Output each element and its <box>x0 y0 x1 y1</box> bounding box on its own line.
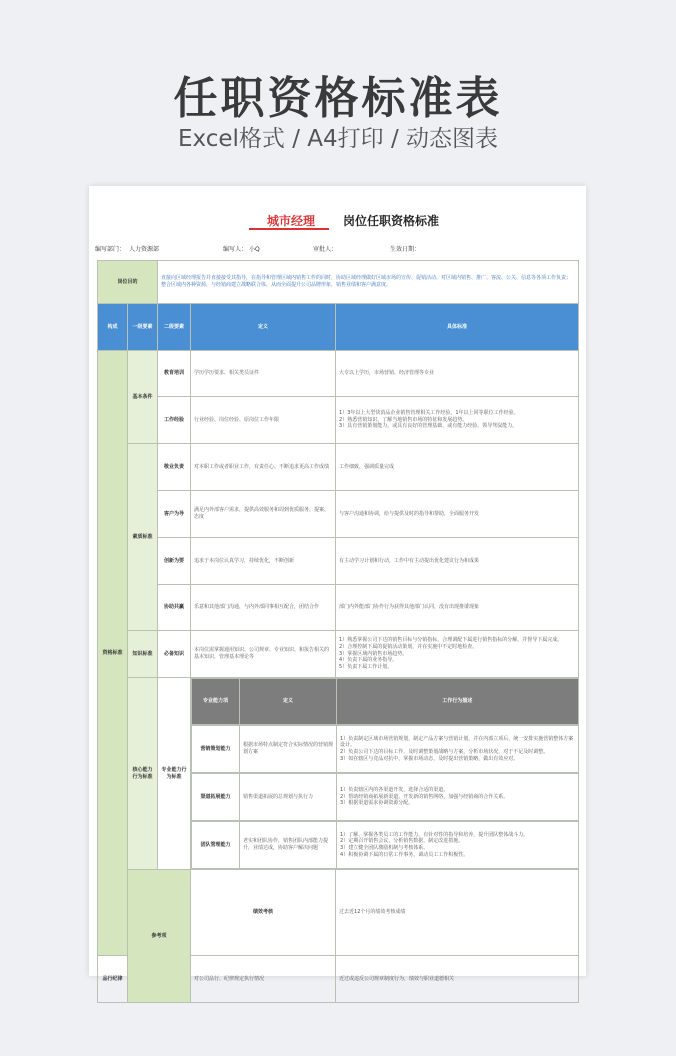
item-name: 工作经验 <box>158 397 191 444</box>
dept-label: 编写部门： <box>95 246 126 253</box>
header-standard: 具体标准 <box>336 304 579 351</box>
item-standard: 有主动学习计划和行动，工作中有主动提出优化建议行为和成果 <box>336 538 579 585</box>
reviewer-label: 审批人： <box>313 246 338 253</box>
table-row <box>98 397 579 444</box>
item-definition: 行业经验、岗位经验、原岗位工作年限 <box>191 397 336 444</box>
item-standard: 1）熟悉掌握公司下达的销售目标与分销指标，合理调配下属进行销售指标的分解，并督导下属完成。 2）合理控制下属的促销活动策划，并在实施中不定时地检查。 3）掌握区域内销售市场趋势。 4）负责下属的业务指导。 5）负责下属工作计划。 <box>336 631 579 678</box>
item-definition: 追求于本岗位认真学习，持续优化，不断创新 <box>191 538 336 585</box>
item-definition: 对公司品行、纪律规定执行情况 <box>191 956 336 1003</box>
header-level1: 一级要素 <box>128 304 158 351</box>
item-standard: 近过或违反公司规章制度行为，绩效与职业道德相关 <box>336 956 579 1003</box>
spreadsheet-preview <box>89 186 586 982</box>
sheet-title-row <box>89 212 586 232</box>
knowledge-standard-label: 知识标准 <box>128 631 158 678</box>
core-item-definition: 老实和团队协作，销售团队内部能力提升，业绩达成，协助客户解决问题 <box>240 822 337 869</box>
core-item-behavior: 1）了解、掌握各类员工的工作能力，有针对性的指导和培养，提升团队整体战斗力。 2）定期召开销售会议，分析销售数据，制定改进措施。 3）建立健全团队激励机制与考核体系。 4）积极协调下属的日常工作事务，调动员工工作积极性。 <box>337 822 579 869</box>
group-reference: 参考项 <box>128 870 191 1003</box>
purpose-row <box>98 261 579 304</box>
item-standard: 工作细致，强调质量完成 <box>336 444 579 491</box>
document-title: 岗位任职资格标准 <box>343 214 440 228</box>
basic-conditions-label: 基本条件 <box>128 351 158 444</box>
purpose-text: 直接向区域经理报告并直接接受其指导，在指导和管理区域内销售工作的同时，协助区域经理做好区域市场的宣传、促销活动、对区域内销售、推广、客流、公关、信息等各项工作负责；整合区域内各种资源，与经销商建立战略联合体，从而全面提升公司品牌形象，销售业绩和客户满意度。 <box>158 261 579 304</box>
core-item-name: 渠道拓展能力 <box>192 774 240 821</box>
item-name: 创新为要 <box>158 538 191 585</box>
date-label: 生效日期： <box>390 246 421 253</box>
item-standard: 部门内外能部门协作行为获得其他部门认同，没有出现推诿现象 <box>336 585 579 631</box>
item-standard: 大专以上学历，市场营销、经济管理等专业 <box>336 351 579 397</box>
author-label: 编写人： <box>223 246 248 253</box>
purpose-label: 岗位目的 <box>98 261 158 304</box>
item-definition: 学历学历要求、相关类员证件 <box>191 351 336 397</box>
item-name: 品行纪律 <box>98 956 128 1003</box>
item-definition: 对本职工作或者职业工作，有责任心、不断追求更高工作成绩 <box>191 444 336 491</box>
table-row <box>98 631 579 678</box>
item-name: 绩效考核 <box>191 870 336 956</box>
item-name: 必备知识 <box>158 631 191 678</box>
header-composition: 构成 <box>98 304 128 351</box>
dept-value: 人力资源部 <box>129 246 160 253</box>
meta-row <box>95 244 575 256</box>
table-row <box>98 538 579 585</box>
city-underline <box>249 228 329 230</box>
header-definition: 定义 <box>191 304 336 351</box>
item-definition: 乐意和其他部门沟通，与内外部同事相互配合，团结合作 <box>191 585 336 631</box>
core-item-name: 营销策划能力 <box>192 726 240 773</box>
core-professional-label: 专业能力行为标准 <box>158 678 191 870</box>
core-item-name: 团队管理能力 <box>192 822 240 869</box>
core-header-row <box>98 678 579 726</box>
table-row <box>98 870 579 956</box>
group-qualification: 资格标准 <box>98 351 128 956</box>
item-name: 教育培训 <box>158 351 191 397</box>
page-banner-title: 任职资格标准表 <box>173 73 503 124</box>
item-standard: 与客户沟通和协调，给与提供及时的指导和帮助，全面服务开发 <box>336 491 579 538</box>
header-row <box>98 304 579 351</box>
page-banner-subtitle: Excel格式 / A4打印 / 动态图表 <box>177 126 499 152</box>
core-header-behavior: 工作行为描述 <box>337 679 579 725</box>
core-ability-label: 核心能力行为标准 <box>128 678 158 870</box>
table-row <box>98 444 579 491</box>
core-item-behavior: 1）负责辖区内的各渠道开发，选择合适的渠道。 2）帮助经销商拓展新渠道，开发新的销售网络，加强与经销商的合作关系。 3）根据渠道需求协调资源分配。 <box>337 774 579 821</box>
item-name: 敬业负责 <box>158 444 191 491</box>
item-name: 协助共赢 <box>158 585 191 631</box>
core-header-ability: 专业能力项 <box>192 679 240 725</box>
core-header-definition: 定义 <box>240 679 337 725</box>
item-definition: 过去近12个月的绩效考核成绩 <box>336 870 579 956</box>
author-value: 小Q <box>249 246 260 253</box>
core-item-definition: 销售渠道拓展的总规划与执行力 <box>240 774 337 821</box>
item-standard: 1）3年以上大型快消品企业销售管理相关工作经验，1年以上同等职位工作经验。 2）熟悉营销知识，了解当地销售市场的特征和发展趋势。 3）具有营销策划能力，或具有良好的管理基础，或有能力经验、领导驾驭能力。 <box>336 397 579 444</box>
table-row <box>98 585 579 631</box>
core-item-definition: 根据市场特点制定符合实际情况的营销规划方案 <box>240 726 337 773</box>
item-definition: 本岗位需掌握通用知识、公司规章、专业知识、和报告相关的基本知识，管理基本理论等 <box>191 631 336 678</box>
item-definition: 满足内外部客户需求，提供高效服务和周到优质服务、提案、态度 <box>191 491 336 538</box>
table-row <box>98 491 579 538</box>
table-row <box>98 351 579 397</box>
core-item-behavior: 1）负责制定区域市场营销规划，制定产品方案与营销计划，并在内部立项后，统一安排实施营销整体方案设计。 2）负责公司下达的目标工作，及时调整策划战略与方案，分析市场状况，对于不足及时调整。 3）如在辖区与竞品对抗中，掌握市场动态，及时提出营销策略，做出有效应对。 <box>337 726 579 773</box>
qualification-table <box>97 260 579 1003</box>
header-level2: 二级要素 <box>158 304 191 351</box>
city-title: 城市经理 <box>267 214 316 228</box>
item-name: 客户为导 <box>158 491 191 538</box>
quality-standard-label: 素质标准 <box>128 444 158 631</box>
core-subtable <box>191 678 579 725</box>
